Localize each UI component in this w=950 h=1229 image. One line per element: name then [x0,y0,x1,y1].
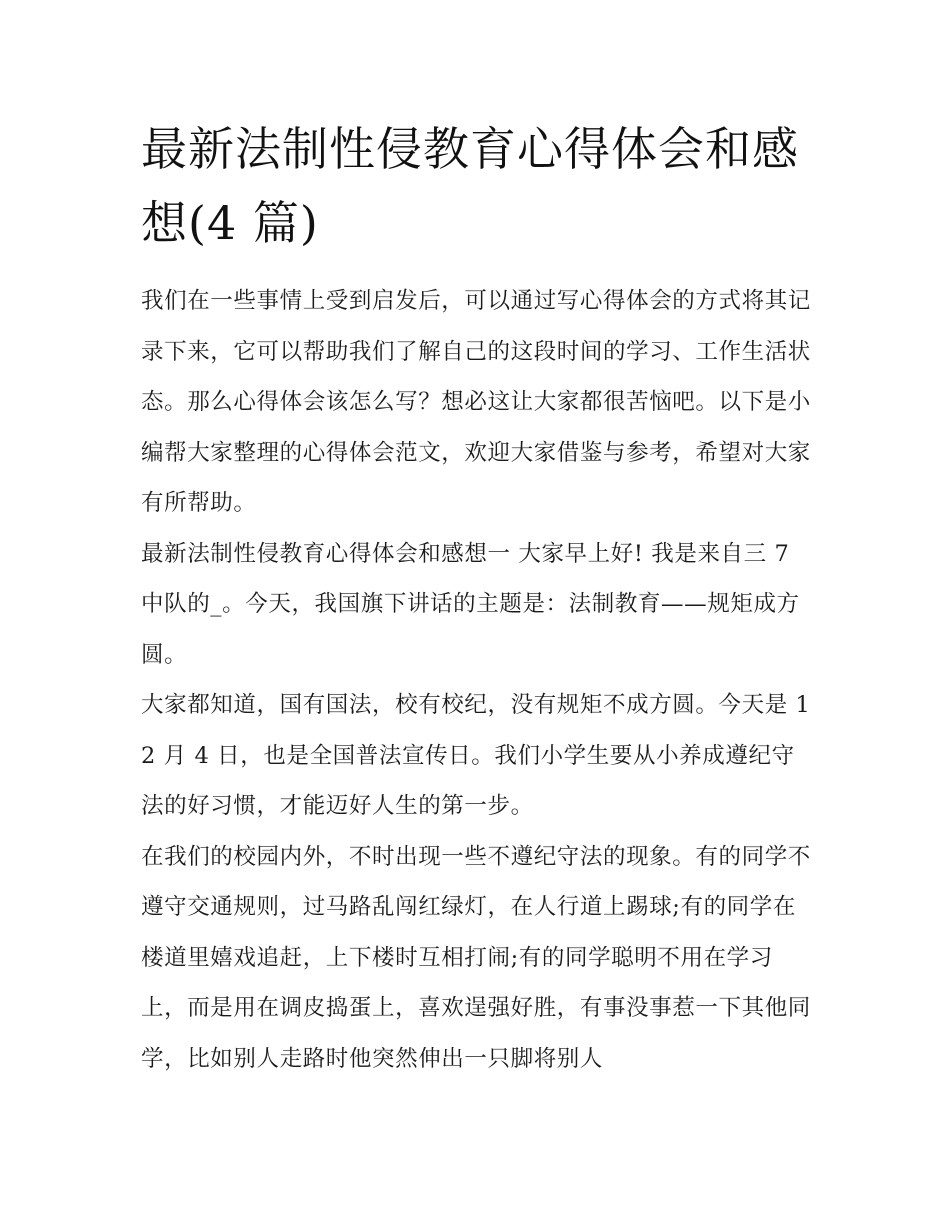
document-body [141,276,813,1084]
paragraph-intro: 我们在一些事情上受到启发后，可以通过写心得体会的方式将其记录下来，它可以帮助我们了解自己的这段时间的学习、工作生活状态。那么心得体会该怎么写？想必这让大家都很苦恼吧。以下是小编帮大家整理的心得体会范文，欢迎大家借鉴与参考，希望对大家有所帮助。 [141,288,811,516]
document-title: 最新法制性侵教育心得体会和感想(4 篇) [141,122,799,250]
paragraph-speech-opening: 最新法制性侵教育心得体会和感想一 大家早上好! 我是来自三 7 中队的_。今天，我国旗下讲话的主题是：法制教育——规矩成方圆。 [141,540,800,668]
paragraph-campus-behavior: 在我们的校园内外，不时出现一些不遵纪守法的现象。有的同学不遵守交通规则，过马路乱闯红绿灯，在人行道上踢球;有的同学在楼道里嬉戏追赶，上下楼时互相打闹;有的同学聪明不用在学习上，而是用在调皮捣蛋上，喜欢逞强好胜，有事没事惹一下其他同学，比如别人走路时他突然伸出一只脚将别人 [141,843,811,1072]
paragraph-law-day: 大家都知道，国有国法，校有校纪，没有规矩不成方圆。今天是 12 月 4 日，也是全国普法宣传日。我们小学生要从小养成遵纪守法的好习惯，才能迈好人生的第一步。 [141,692,811,819]
